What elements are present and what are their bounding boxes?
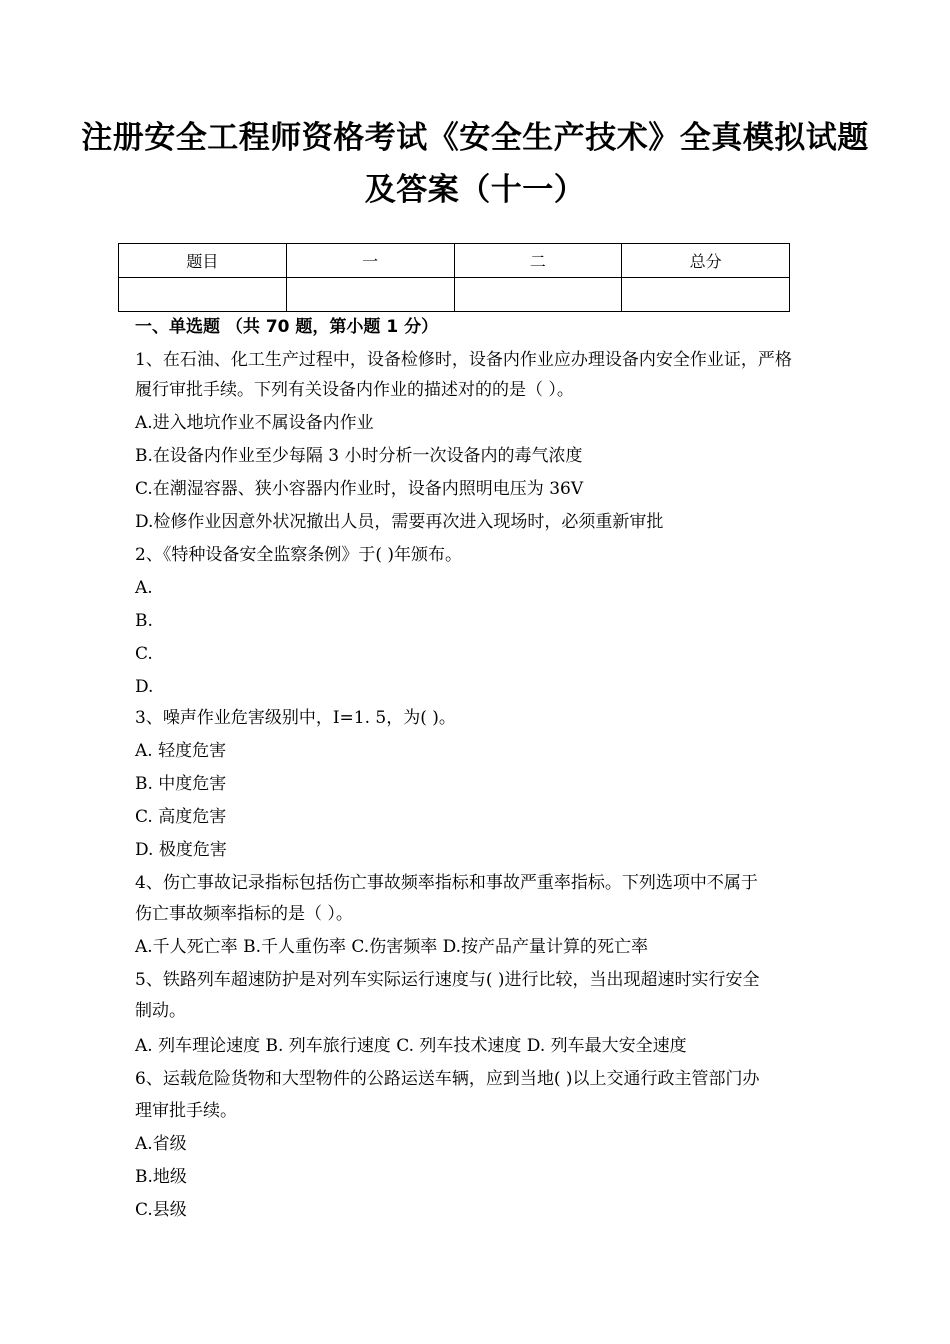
question-3-option-a: A. 轻度危害 (135, 741, 227, 761)
score-table (118, 243, 790, 312)
question-1-line-1: 1、在石油、化工生产过程中，设备检修时，设备内作业应办理设备内安全作业证，严格 (135, 350, 792, 370)
question-6-option-a: A.省级 (135, 1134, 187, 1154)
question-1-option-a: A.进入地坑作业不属设备内作业 (135, 413, 374, 433)
question-4-options: A.千人死亡率 B.千人重伤率 C.伤害频率 D.按产品产量计算的死亡率 (135, 937, 649, 957)
score-table-value-row (119, 278, 790, 312)
question-3-option-b: B. 中度危害 (135, 774, 227, 794)
score-header-item: 题目 (119, 244, 287, 278)
score-cell (454, 278, 622, 312)
document-title-line-2: 及答案（十一） (364, 172, 586, 208)
question-6-line-1: 6、运载危险货物和大型物件的公路运送车辆，应到当地( )以上交通行政主管部门办 (135, 1069, 760, 1089)
question-2-option-b: B. (135, 611, 153, 631)
question-1-line-2: 履行审批手续。下列有关设备内作业的描述对的的是（ ）。 (135, 380, 574, 400)
score-table-header-row (119, 244, 790, 278)
question-2-text: 2、《特种设备安全监察条例》于( )年颁布。 (135, 545, 462, 565)
question-6-option-b: B.地级 (135, 1167, 187, 1187)
question-3-option-d: D. 极度危害 (135, 840, 227, 860)
score-header-part-one: 一 (286, 244, 454, 278)
question-5-line-2: 制动。 (135, 1001, 186, 1021)
score-header-total: 总分 (622, 244, 790, 278)
question-6-line-2: 理审批手续。 (135, 1101, 237, 1121)
question-5-line-1: 5、铁路列车超速防护是对列车实际运行速度与( )进行比较，当出现超速时实行安全 (135, 970, 760, 990)
score-cell (119, 278, 287, 312)
question-6-option-c: C.县级 (135, 1200, 187, 1220)
score-cell (286, 278, 454, 312)
question-1-option-d: D.检修作业因意外状况撤出人员，需要再次进入现场时，必须重新审批 (135, 512, 664, 532)
question-1-option-b: B.在设备内作业至少每隔 3 小时分析一次设备内的毒气浓度 (135, 446, 583, 466)
question-3-option-c: C. 高度危害 (135, 807, 227, 827)
question-1-option-c: C.在潮湿容器、狭小容器内作业时，设备内照明电压为 36V (135, 479, 584, 499)
score-cell (622, 278, 790, 312)
question-4-line-1: 4、伤亡事故记录指标包括伤亡事故频率指标和事故严重率指标。下列选项中不属于 (135, 873, 758, 893)
question-2-option-c: C. (135, 644, 153, 664)
question-5-options: A. 列车理论速度 B. 列车旅行速度 C. 列车技术速度 D. 列车最大安全速度 (135, 1036, 687, 1056)
question-3-text: 3、噪声作业危害级别中，I=1. 5，为( )。 (135, 708, 456, 728)
question-2-option-a: A. (135, 578, 153, 598)
question-2-option-d: D. (135, 677, 154, 697)
question-4-line-2: 伤亡事故频率指标的是（ ）。 (135, 904, 353, 924)
score-header-part-two: 二 (454, 244, 622, 278)
section-heading: 一、单选题 （共 70 题，第小题 1 分） (135, 317, 439, 337)
document-title-line-1: 注册安全工程师资格考试《安全生产技术》全真模拟试题 (81, 120, 869, 156)
